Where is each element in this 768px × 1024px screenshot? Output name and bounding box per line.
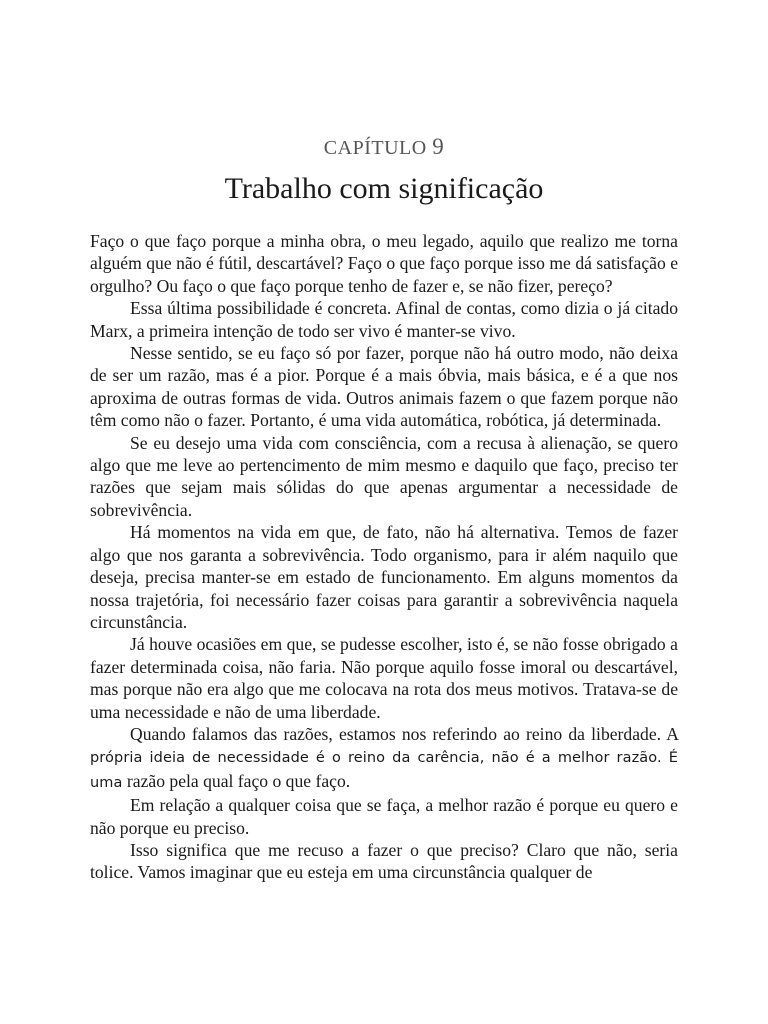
paragraph: Há momentos na vida em que, de fato, não há alternativa. Temos de fazer algo que nos garanta a sobrevivência. Todo organismo, para ir além naquilo que deseja, precisa manter-se em estado de funcionamento. Em alguns momentos da nossa trajetória, foi necessário fazer coisas para garantir a sobrevivência naquela circunstância. [90,522,678,632]
chapter-title: Trabalho com significação [224,172,544,205]
paragraph: Isso significa que me recuso a fazer o que preciso? Claro que não, seria tolice. Vamos imaginar que eu esteja em uma circunstância qualquer de [90,839,678,883]
paragraph: Em relação a qualquer coisa que se faça, a melhor razão é porque eu quero e não porque eu preciso. [90,795,678,838]
paragraph: Faço o que faço porque a minha obra, o meu legado, aquilo que realizo me torna alguém que não é fútil, descartável? Faço o que faço porque isso me dá satisfação e orgulho? Ou faço o que faço porque tenho de fazer e, se não fizer, pereço? [90,231,678,296]
paragraph: Se eu desejo uma vida com consciência, com a recusa à alienação, se quero algo que me leve ao pertencimento de mim mesmo e daquilo que faço, preciso ter razões que sejam mais sólidas do que apenas argumentar a necessidade de sobrevivência. [90,432,678,520]
paragraph: Nesse sentido, se eu faço só por fazer, porque não há outro modo, não deixa de ser um razão, mas é a pior. Porque é a mais óbvia, mais básica, e é a que nos aproxima de outras formas de vida. Outros animais fazem o que fazem porque não têm como não o fazer. Portanto, é uma vida automática, robótica, já determinada. [90,343,678,431]
paragraph: Essa última possibilidade é concreta. Afinal de contas, como dizia o já citado Marx, a primeira intenção de todo ser vivo é manter-se vivo. [90,298,678,341]
paragraph-text-alt-font: própria ideia de necessidade é o reino da carência, não é a melhor razão. É uma [90,750,678,791]
paragraph [90,723,678,794]
paragraph-text: razão pela qual faço o que faço. [126,770,351,791]
chapter-number: 9 [432,134,445,159]
paragraph: Já houve ocasiões em que, se pudesse escolher, isto é, se não fosse obrigado a fazer determinada coisa, não faria. Não porque aquilo fosse imoral ou descartável, mas porque não era algo que me colocava na rota dos meus motivos. Tratava-se de uma necessidade e não de uma liberdade. [90,634,678,722]
chapter-label-text: CAPÍTULO [323,137,427,159]
paragraph-text: Quando falamos das razões, estamos nos referindo ao reino da liberdade. A [130,723,678,744]
chapter-label [0,134,768,160]
chapter-body [90,230,678,884]
